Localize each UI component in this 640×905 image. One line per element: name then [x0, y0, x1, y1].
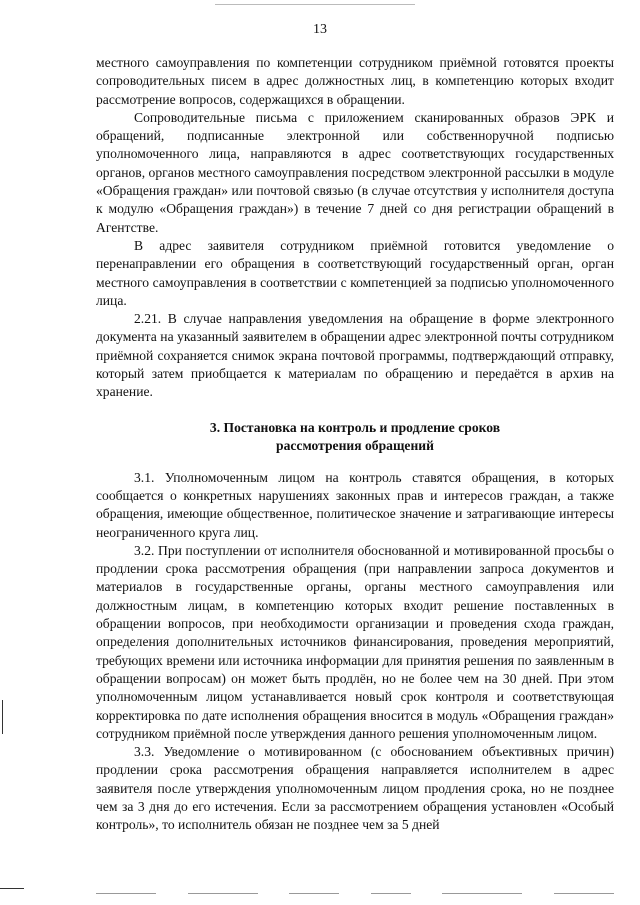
- paragraph-applicant-notice: В адрес заявителя сотрудником приёмной готовится уведомление о перенаправлении его обращения в соответствующий государственный орган, орган местного самоуправления в соответствии с компетенцией за подписью уполномоченного лица.: [96, 237, 614, 308]
- section-heading: [96, 419, 614, 455]
- paragraph-cover-letters: Сопроводительные письма с приложением сканированных образов ЭРК и обращений, подписанные электронной или собственноручной подписью уполномоченного лица, направляются в адрес соответствующих государственных органов, органов местного самоуправления посредством электронной рассылки в модуле «Обращения граждан» или почтовой связью (в случае отсутствия у исполнителя доступа к модулю «Обращения граждан») в течение 7 дней со дня регистрации обращений в Агентстве.: [96, 109, 614, 235]
- top-scan-rule: [215, 4, 415, 5]
- section-heading-line2: рассмотрения обращений: [276, 437, 434, 453]
- paragraph-3-1: 3.1. Уполномоченным лицом на контроль ставятся обращения, в которых сообщается о конкретных нарушениях законных прав и интересов граждан, а также обращения, имеющие общественное, политическое значение и затрагивающие интересы неограниченного круга лиц.: [96, 469, 614, 540]
- section-heading-line1: 3. Постановка на контроль и продление сроков: [209, 419, 501, 435]
- paragraph-continuation: местного самоуправления по компетенции сотрудником приёмной готовятся проекты сопроводительных писем в адрес должностных лиц, в компетенцию которых входит рассмотрение вопросов, содержащихся в обращении.: [96, 55, 614, 107]
- paragraph-3-3: 3.3. Уведомление о мотивированном (с обоснованием объективных причин) продлении срока рассмотрения обращения направляется исполнителем в адрес заявителя после утверждения уполномоченным лицом продления срока, но не позднее чем за 3 дня до его истечения. Если за рассмотрением обращения установлен «Особый контроль», то исполнитель обязан не позднее чем за 5 дней: [96, 744, 614, 833]
- document-body: [96, 54, 614, 835]
- scan-corner-mark: [0, 888, 24, 889]
- page-number: 13: [313, 22, 327, 37]
- paragraph-2-21: 2.21. В случае направления уведомления на обращение в форме электронного документа на указанный заявителем в обращении адрес электронной почты сотрудником приёмной сохраняется снимок экрана почтовой программы, подтверждающий отправку, который затем приобщается к материалам по обращению и передаётся в архив на хранение.: [96, 311, 614, 400]
- bottom-scan-rules: [96, 893, 614, 895]
- paragraph-3-2: 3.2. При поступлении от исполнителя обоснованной и мотивированной просьбы о продлении срока рассмотрения обращения (при направлении запроса документов и материалов в государственные органы, органы местного самоуправления или должностным лицам, в компетенцию которых входит решение поставленных в обращении вопросов, при необходимости организации и проведения схода граждан, определения дополнительных источников финансирования, проведения мероприятий, требующих времени или источника информации для принятия решения по заявленным в обращении вопросам) он может быть продлён, но не более чем на 30 дней. При этом уполномоченным лицом устанавливается новый срок контроля и соответствующая корректировка по дате исполнения обращения вносится в модуль «Обращения граждан» сотрудником приёмной после утверждения данного решения уполномоченным лицом.: [96, 542, 614, 741]
- scan-margin-mark: [2, 700, 3, 734]
